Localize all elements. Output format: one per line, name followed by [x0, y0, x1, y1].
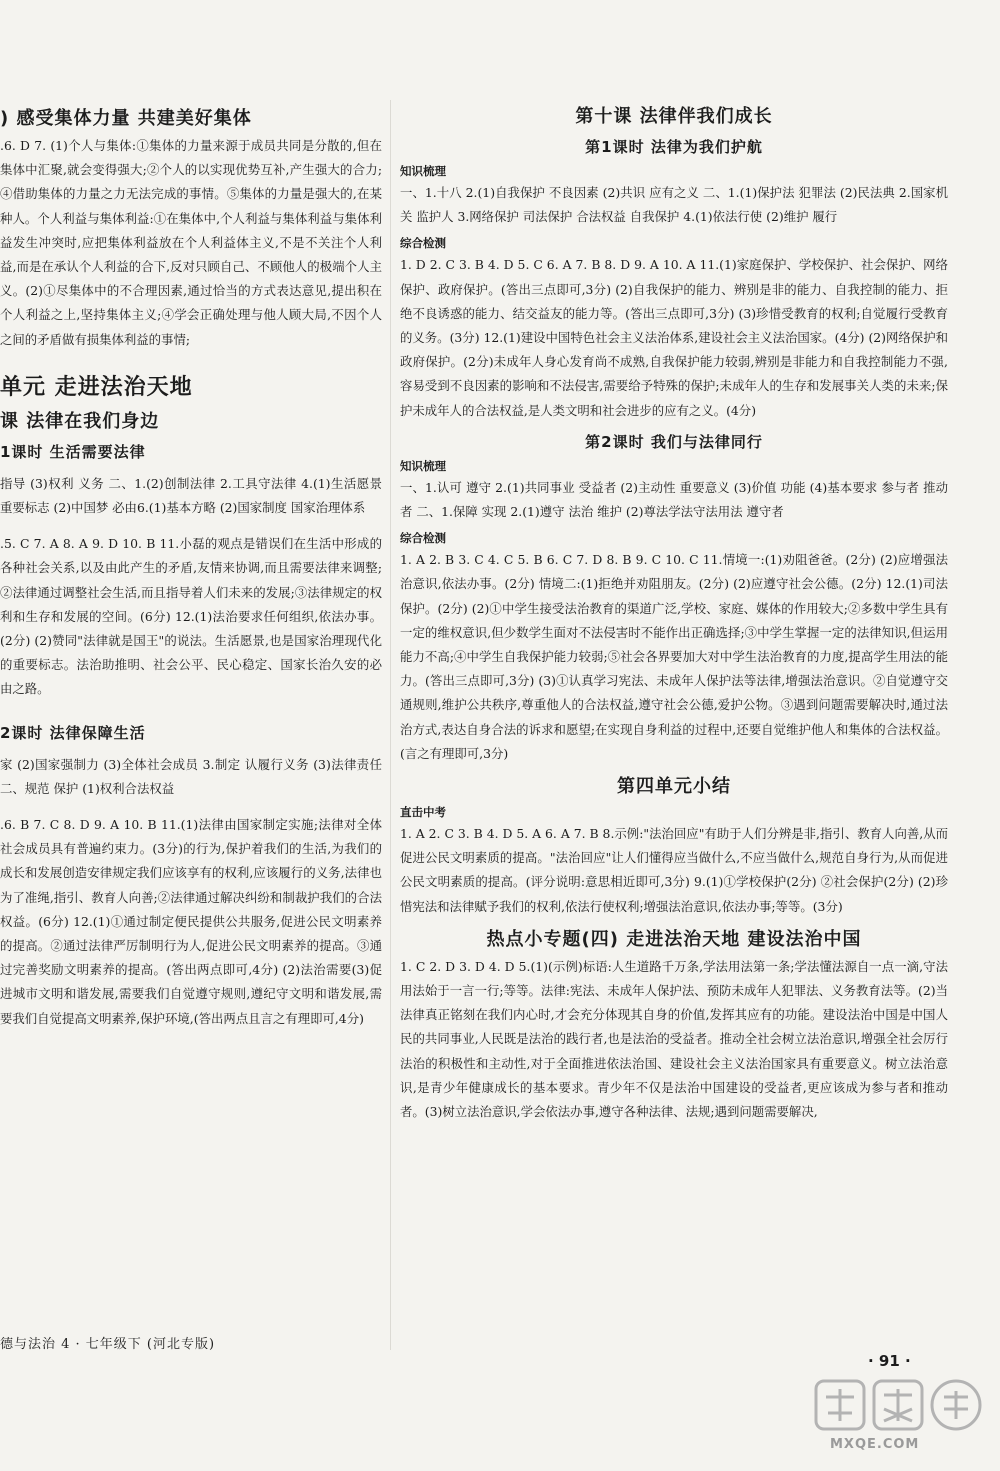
test-text-2: 1. A 2. B 3. C 4. C 5. B 6. C 7. D 8. B 9. C 10. C 11.情境一:(1)劝阻爸爸。(2分) (2)应增强法治意识,依法办事。(2分) 情境二:(1)拒绝并劝阻朋友。(2分) (2)应遵守社会公德。(2分) 12.(1)司法保护。(2分) (2)①中学生接受法治教育的渠道广泛,学校、家庭、媒体的作用较大;②多数中学生具有一定的维权意识,但少数学生面对不法侵害时不能作出正确选择;③中学生掌握一定的法律知识,但运用能力不高;④中学生自我保护能力较弱;⑤社会各界要加大对中学生法治教育的力度,提高学生用法的能力。(答出三点即可,3分) (3)①认真学习宪法、未成年人保护法等法律,增强法治意识。②自觉遵守交通规则,维护公共秩序,尊重他人的合法权益,遵守社会公德,爱护公物。③遇到问题需要解决时,通过法治方式,表达自身合法的诉求和愿望;在实现自身利益的过程中,还要自觉维护他人和集体的合法权益。(言之有理即可,3分)	[400, 552, 948, 761]
answer-block-2: .6. B 7. C 8. D 9. A 10. B 11.(1)法律由国家制定实施;法律对全体社会成员具有普遍约束力。(3分)的行为,保护着我们的生活,为我们的成长和发展创造安律规定我们应该享有的权利,应该履行的义务,法律也为了准绳,指引、教育人向善;②法律通过解决纠纷和制裁护我们的合法权益。(6分) 12.(1)①通过制定便民提供公共服务,促进公民文明素养的提高。②通过法律严厉制明行为人,促进公民文明素养的提高。③通过完善奖励文明素养的提高。(答出两点即可,4分) (2)法治需要(3)促进城市文明和谐发展,需要我们自觉遵守规则,遵纪守文明和谐发展,需要我们自觉提高文明素养,保护环境,(答出两点且言之有理即可,4分)	[0, 817, 382, 1026]
unit-title: 单元 走进法治天地	[0, 374, 193, 400]
left-column	[0, 96, 382, 1031]
knowledge-block-2: 家 (2)国家强制力 (3)全体社会成员 3.制定 认履行义务 (3)法律责任 二、规范 保护 (1)权利合法权益	[0, 756, 382, 796]
right-column	[400, 96, 948, 1124]
answer-block-1: .5. C 7. A 8. A 9. D 10. B 11.小磊的观点是错误们在生活中形成的各种社会关系,以及由此产生的矛盾,友情来协调,而且需要法律来调整;②法律通过调整社会生活,而且指导着人们未来的发展;③法律规定的权利和生存和发展的空间。(6分) 12.(1)法治要求任何组织,依法办事。(2分) (2)赞同"法律就是国王"的说法。生活愿景,也是国家治理现代化的重要标志。法治助推明、社会公平、民心稳定、国家长治久安的必由之路。	[0, 536, 382, 697]
answer-block-collective: .6. D 7. (1)个人与集体:①集体的力量来源于成员共同是分散的,但在集体中汇聚,就会变得强大;②个人的以实现优势互补,产生强大的合力;④借助集体的力量之力无法完成的事情。⑤集体的力量是强大的,在某种人。个人利益与集体利益:①在集体中,个人利益与集体利益与集体利益发生冲突时,应把集体利益放在个人利益体主义,不是不关注个人利益,而是在承认个人利益的合下,反对只顾自己、不顾他人的极端个人主义。(2)①尽集体中的不合理因素,通过恰当的方式表达意见,提出积在个人利益之上,坚持集体主义;④学会正确处理与他人顾大局,不因个人之间的矛盾做有损集体利益的事情;	[0, 138, 382, 347]
test-text-1: 1. D 2. C 3. B 4. D 5. C 6. A 7. B 8. D 9. A 10. A 11.(1)家庭保护、学校保护、社会保护、网络保护、政府保护。(答出三点即可,3分) (2)自我保护的能力、辨别是非的能力、自我控制的能力、拒绝不良诱惑的能力、结交益友的能力等。(答出三点即可,3分) (3)珍惜受教育的权利;自觉履行受教育的义务。(3分) 12.(1)建设中国特色社会主义法治体系,建设社会主义法治国家。(4分) (2)网络保护和政府保护。(2分)未成年人身心发育尚不成熟,自我保护能力较弱,辨别是非能力和自我控制能力不强,容易受到不良因素的影响和不法侵害,需要给予特殊的保护;未成年人的生存和发展事关人类的未来;保护未成年人的合法权益,是人类文明和社会进步的应有之义。(4分)	[400, 257, 948, 418]
test-label-2: 综合检测	[400, 531, 446, 546]
r-period-title-2: 第2课时 我们与法律同行	[585, 432, 763, 451]
r-period-title-1: 第1课时 法律为我们护航	[585, 138, 763, 156]
section-title-collective: ) 感受集体力量 共建美好集体	[0, 108, 252, 129]
hot-topic-title: 热点小专题(四) 走进法治天地 建设法治中国	[486, 928, 862, 950]
knowledge-text-2: 一、1.认可 遵守 2.(1)共同事业 受益者 (2)主动性 重要意义 (3)价值 功能 (4)基本要求 参与者 推动者 二、1.保障 实现 2.(1)遵守 法治 维护 (2)尊法学法守法用法 遵守者	[400, 479, 948, 520]
lesson-title: 课 法律在我们身边	[0, 410, 160, 432]
watermark-text: MXQE.COM	[830, 1437, 920, 1452]
period-title-1: 1课时 生活需要法律	[0, 442, 146, 461]
watermark-logo-icon	[812, 1375, 987, 1435]
period-title-2: 2课时 法律保障生活	[0, 723, 146, 742]
exam-text: 1. A 2. C 3. B 4. D 5. A 6. A 7. B 8.示例:"法治回应"有助于人们分辨是非,指引、教育人向善,从而促进公民文明素质的提高。"法治回应"让人们懂得应当做什么,不应当做什么,规范自身行为,从而促进公民文明素质的提高。(评分说明:意思相近即可,3分) 9.(1)①学校保护(2分) ②社会保护(2分) (2)珍惜宪法和法律赋予我们的权利,依法行使权利;增强法治意识,依法办事;等等。(3分)	[400, 826, 948, 914]
knowledge-text-1: 一、1.十八 2.(1)自我保护 不良因素 (2)共识 应有之义 二、1.(1)保护法 犯罪法 (2)民法典 2.国家机关 监护人 3.网络保护 司法保护 合法权益 自我保护 4.(1)依法行使 (2)维护 履行	[400, 185, 948, 225]
knowledge-block-1: 指导 (3)权利 义务 二、1.(2)创制法律 2.工具守法律 4.(1)生活愿景 重要标志 (2)中国梦 必由6.(1)基本方略 (2)国家制度 国家治理体系	[0, 475, 382, 516]
exam-label: 直击中考	[400, 805, 446, 820]
watermark	[812, 1375, 987, 1463]
lesson10-title: 第十课 法律伴我们成长	[575, 106, 773, 127]
hot-topic-text: 1. C 2. D 3. D 4. D 5.(1)(示例)标语:人生道路千万条,学法用法第一条;学法懂法源自一点一滴,守法用法始于一言一行;等等。法律:宪法、未成年人保护法、预防未成年人犯罪法、义务教育法等。(2)当法律真正铭刻在我们内心时,才会充分体现其自身的价值,发挥其应有的功能。建设法治中国是中国人民的共同事业,人民既是法治的践行者,也是法治的受益者。推动全社会树立法治意识,增强全社会厉行法治的积极性和主动性,对于全面推进依法治国、建设社会主义法治国家具有重要意义。树立法治意识,是青少年健康成长的基本要求。青少年不仅是法治中国建设的受益者,更应该成为参与者和推动者。(3)树立法治意识,学会依法办事,遵守各种法律、法规;遇到问题需要解决,	[400, 958, 948, 1120]
knowledge-label-2: 知识梳理	[400, 458, 446, 473]
page-number: · 91 ·	[868, 1352, 911, 1370]
footer-book-title: 德与法治 4 · 七年级下 (河北专版)	[0, 1337, 216, 1352]
unit4-summary-title: 第四单元小结	[617, 776, 731, 798]
knowledge-label-1: 知识梳理	[400, 164, 446, 178]
column-divider	[390, 100, 391, 1350]
test-label-1: 综合检测	[400, 236, 446, 251]
